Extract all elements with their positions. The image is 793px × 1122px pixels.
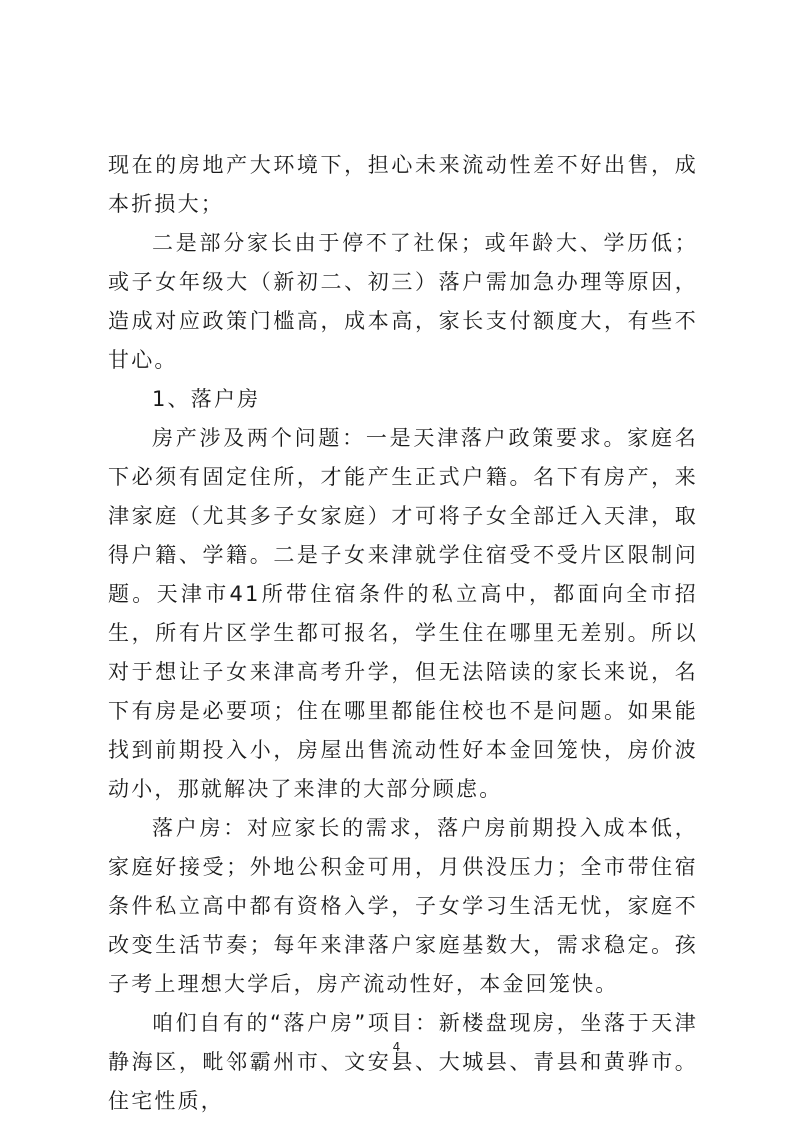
page-number: 4 xyxy=(392,1040,401,1054)
paragraph-continuation: 现在的房地产大环境下，担心未来流动性差不好出售，成本折损大； xyxy=(108,153,698,216)
paragraph-settlement-housing-benefits: 落户房：对应家长的需求，落户房前期投入成本低，家庭好接受；外地公积金可用，月供没压力；全市带住宿条件私立高中都有资格入学，子女学习生活无忧，家庭不改变生活节奏；每年来津落户家庭基数大，需求稳定。孩子考上理想大学后，房产流动性好，本金回笼快。 xyxy=(108,816,698,996)
paragraph-property-issues: 房产涉及两个问题：一是天津落户政策要求。家庭名下必须有固定住所，才能产生正式户籍。名下有房产，来津家庭（尤其多子女家庭）才可将子女全部迁入天津，取得户籍、学籍。二是子女来津就学住宿受不受片区限制问题。天津市41所带住宿条件的私立高中，都面向全市招生，所有片区学生都可报名，学生住在哪里无差别。所以对于想让子女来津高考升学，但无法陪读的家长来说，名下有房是必要项；住在哪里都能住校也不是问题。如果能找到前期投入小，房屋出售流动性好本金回笼快，房价波动小，那就解决了来津的大部分顾虑。 xyxy=(108,426,698,801)
paragraph-reason-two: 二是部分家长由于停不了社保；或年龄大、学历低；或子女年级大（新初二、初三）落户需加急办理等原因，造成对应政策门槛高，成本高，家长支付额度大，有些不甘心。 xyxy=(108,231,698,372)
section-heading-settlement-housing: 1、落户房 xyxy=(152,387,261,411)
paragraph-own-project: 咱们自有的“落户房”项目：新楼盘现房，坐落于天津静海区，毗邻霸州市、文安县、大城县、青县和黄骅市。住宅性质， xyxy=(108,1011,698,1113)
document-body xyxy=(108,146,698,1121)
